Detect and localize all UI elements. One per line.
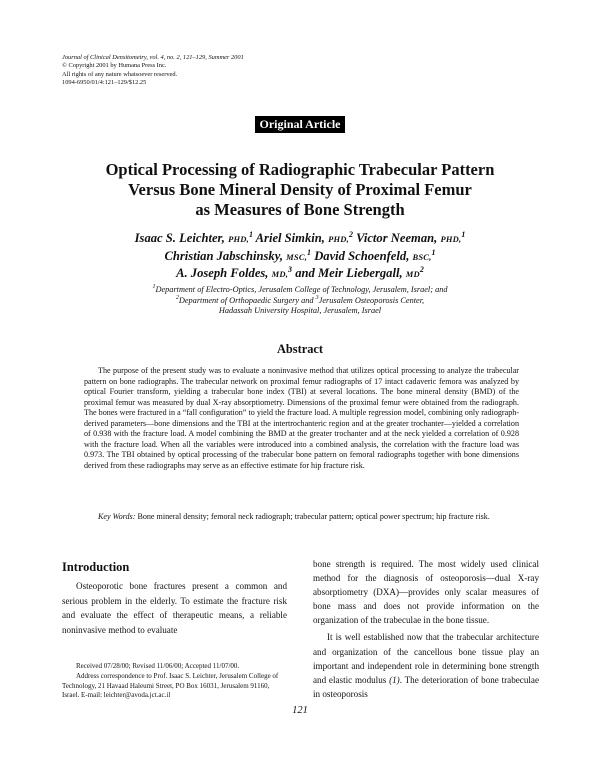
issn-line: 1094-6950/01/4:121–129/$12.25	[62, 79, 147, 87]
author-degree: PHD,	[328, 234, 349, 244]
author-degree: MD	[405, 269, 420, 279]
affiliation-text: Department of Orthopaedic Surgery and	[178, 295, 316, 305]
affiliation-text: Jerusalem Osteoporosis Center,	[318, 295, 425, 305]
affiliation-mark: 1	[431, 247, 436, 257]
affiliation-mark: 2	[419, 264, 424, 274]
title-line: as Measures of Bone Strength	[195, 200, 405, 219]
introduction-paragraph: Osteoporotic bone fractures present a common and serious problem in the elderly. To estimate the fracture risk and evaluate the effect of therapeutic means, a reliable noninvasive method to evaluate	[62, 581, 287, 635]
affiliation-mark: 1	[307, 247, 312, 257]
affiliation-mark: 1	[461, 229, 466, 239]
article-type-badge: Original Article	[255, 116, 346, 133]
author-name: Ariel Simkin,	[255, 231, 325, 245]
right-column	[313, 557, 539, 701]
paper-title	[40, 160, 560, 220]
title-line: Versus Bone Mineral Density of Proximal Femur	[128, 180, 472, 199]
journal-citation: Journal of Clinical Densitometry, vol. 4, no. 2, 121–129, Summer 2001	[62, 54, 244, 61]
keywords-text: Bone mineral density; femoral neck radiograph; trabecular pattern; optical power spectrum; hip fracture risk.	[137, 512, 490, 521]
affiliation-mark: 1	[248, 229, 253, 239]
paragraph-text: . The deterioration of bone trabeculae in osteoporosis	[313, 674, 539, 699]
article-type-row	[0, 115, 600, 133]
body-paragraph	[313, 630, 539, 700]
author-line	[40, 265, 560, 283]
author-name: Christian Jabschinsky,	[164, 248, 283, 263]
affiliation-text: Department of Electro-Optics, Jerusalem College of Technology, Jerusalem, Israel; and	[155, 285, 448, 294]
introduction-heading: Introduction	[62, 560, 130, 574]
affiliation-mark: 2	[348, 229, 353, 239]
affiliation-number: 1	[152, 284, 156, 291]
author-name: Meir Liebergall,	[317, 266, 403, 280]
author-name: Isaac S. Leichter,	[134, 231, 225, 245]
affiliations	[40, 285, 560, 317]
affiliation-line: Hadassah University Hospital, Jerusalem, Israel	[218, 306, 382, 315]
author-degree: PHD,	[228, 234, 249, 244]
author-joiner: and	[295, 266, 315, 280]
author-name: A. Joseph Foldes,	[176, 266, 269, 280]
abstract-body: The purpose of the present study was to evaluate a noninvasive method that utilizes optical processing to analyze the trabecular pattern on bone radiographs. The trabecular network on proximal femur radiographs of 17 intact cadaveric femora was analyzed by optical Fourier transform, yielding a trabecular bone index (TBI) at several locations. The bone mineral density (BMD) of the proximal femur was measured by dual X-ray absorptiometry. Dimensions of the proximal femur were obtained from the radiograph. The bones were fractured in a “fall configuration” to yield the fracture load. A multiple regression model, combining only radiograph-derived parameters—bone dimensions and the TBI at the intertrochanteric region and at the greater trochanter—yielded a correlation of 0.938 with the fracture load. A model combining the BMD at the greater trochanter and at the neck yielded a correlation of 0.928 with the fracture load. When all the variables were introduced into a combined analysis, the correlation with the fracture load was 0.973. The TBI obtained by optical processing of the trabecular bone pattern on femoral radiographs together with bone dimensions derived from these radiographs may serve as an effective estimate for hip fracture risk.	[84, 366, 519, 470]
rights-line: All rights of any nature whatsoever reserved.	[62, 70, 178, 78]
affiliation-number: 3	[315, 294, 319, 301]
author-degree: MD,	[271, 269, 289, 279]
author-line	[40, 230, 560, 248]
author-degree: BSC,	[412, 251, 432, 262]
author-degree: PHD,	[440, 234, 462, 244]
abstract-heading: Abstract	[276, 342, 324, 356]
copyright-line: © Copyright 2001 by Humana Press Inc.	[62, 62, 167, 70]
received-dates: Received 07/28/00; Revised 11/06/00; Accepted 11/07/00.	[76, 662, 240, 670]
body-paragraph: bone strength is required. The most widely used clinical method for the diagnosis of osteoporosis—dual X-ray absorptiometry (DXA)—provides only scalar measures of bone mass and does not provide information on the organization of the trabeculae in the bone tissue.	[313, 559, 539, 626]
journal-header	[62, 54, 362, 88]
correspondence-address: Address correspondence to Prof. Isaac S. Leichter, Jerusalem College of Technology, 21 Havaad Haleumi Street, PO Box 16031, Jerusalem 91160, Israel. E-mail: leichter@avoda.jct.ac.il	[62, 671, 279, 700]
author-name: Victor Neeman,	[356, 231, 438, 245]
author-list	[40, 230, 560, 283]
affiliation-line	[40, 296, 560, 307]
author-line	[40, 248, 560, 266]
footnote	[62, 662, 287, 701]
citation-ref: (1)	[389, 674, 400, 685]
page-number: 121	[292, 705, 308, 716]
keywords-label: Key Words:	[98, 512, 136, 521]
paragraph-text: It is well established now that the trabecular architecture and organization of the cancellous bone tissue play an important and independent role in determining bone strength and elastic modulus	[313, 632, 539, 685]
author-name: David Schoenfeld,	[314, 248, 410, 263]
affiliation-line	[40, 285, 560, 296]
affiliation-number: 2	[175, 294, 179, 301]
affiliation-mark: 3	[288, 264, 293, 274]
author-degree: MSC,	[286, 251, 308, 262]
title-line: Optical Processing of Radiographic Trabecular Pattern	[105, 160, 495, 179]
keywords	[84, 512, 519, 523]
